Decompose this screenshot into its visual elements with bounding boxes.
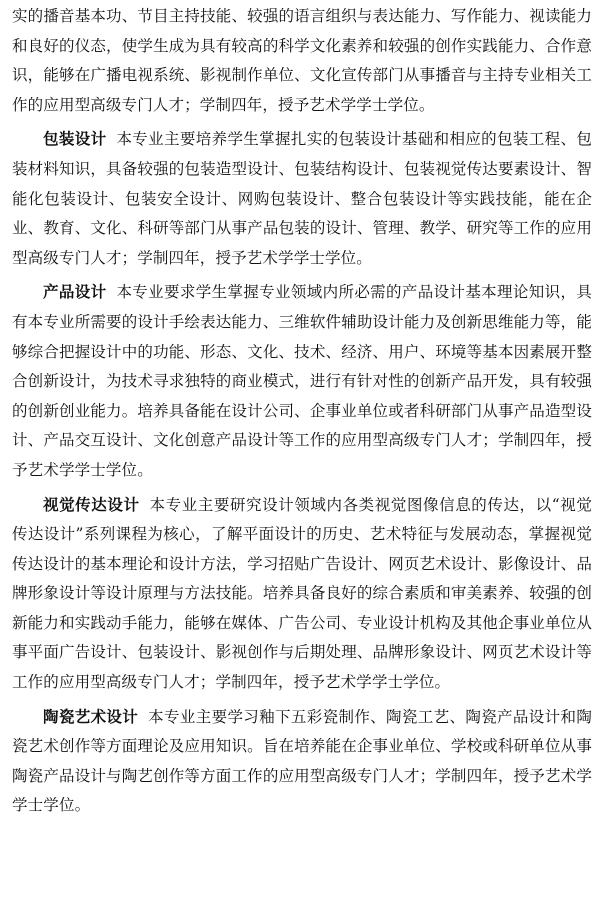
intro-paragraph: 实的播音基本功、节目主持技能、较强的语言组织与表达能力、写作能力、视读能力和良好的仪态，使学生成为具有较高的科学文化素养和较强的创作实践能力、合作意识，能够在广播电视系统、影视制作单位、文化宣传部门从事播音与主持专业相关工作的应用型高级专门人才；学制四年，授予艺术学学士学位。 <box>12 7 592 114</box>
major-description: 本专业主要学习釉下五彩瓷制作、陶瓷工艺、陶瓷产品设计和陶瓷艺术创作等方面理论及应用知识。旨在培养能在企事业单位、学校或科研单位从事陶瓷产品设计与陶艺创作等方面工作的应用型高级专门人才；学制四年，授予艺术学学士学位。 <box>12 707 592 815</box>
major-title: 产品设计 <box>43 283 107 302</box>
major-product-design <box>12 278 592 485</box>
major-packaging-design <box>12 125 592 273</box>
major-visual-communication-design <box>12 491 592 698</box>
major-ceramic-art-design <box>12 703 592 821</box>
major-title: 视觉传达设计 <box>43 495 140 514</box>
major-description: 本专业要求学生掌握专业领域内所必需的产品设计基本理论知识，具有本专业所需要的设计手绘表达能力、三维软件辅助设计能力及创新思维能力等，能够综合把握设计中的功能、形态、文化、技术、经济、用户、环境等基本因素展开整合创新设计，为技术寻求独特的商业模式，进行有针对性的创新产品开发，具有较强的创新创业能力。培养具备能在设计公司、企事业单位或者科研部门从事产品造型设计、产品交互设计、文化创意产品设计等工作的应用型高级专门人才；学制四年，授予艺术学学士学位。 <box>12 283 592 479</box>
major-description: 本专业主要培养学生掌握扎实的包装设计基础和相应的包装工程、包装材料知识，具备较强的包装造型设计、包装结构设计、包装视觉传达要素设计、智能化包装设计、包装安全设计、网购包装设计、整合包装设计等实践技能，能在企业、教育、文化、科研等部门从事产品包装的设计、管理、教学、研究等工作的应用型高级专门人才；学制四年，授予艺术学学士学位。 <box>12 130 592 267</box>
major-description: 本专业主要研究设计领域内各类视觉图像信息的传达，以“视觉传达设计”系列课程为核心，了解平面设计的历史、艺术特征与发展动态，掌握视觉传达设计的基本理论和设计方法，学习招贴广告设计、网页艺术设计、影像设计、品牌形象设计等设计原理与方法技能。培养具备良好的综合素质和审美素养、较强的创新能力和实践动手能力，能够在媒体、广告公司、专业设计机构及其他企事业单位从事平面广告设计、包装设计、影视创作与后期处理、品牌形象设计、网页艺术设计等工作的应用型高级专门人才；学制四年，授予艺术学学士学位。 <box>12 495 592 692</box>
major-title: 陶瓷艺术设计 <box>43 707 139 726</box>
major-title: 包装设计 <box>43 130 107 149</box>
